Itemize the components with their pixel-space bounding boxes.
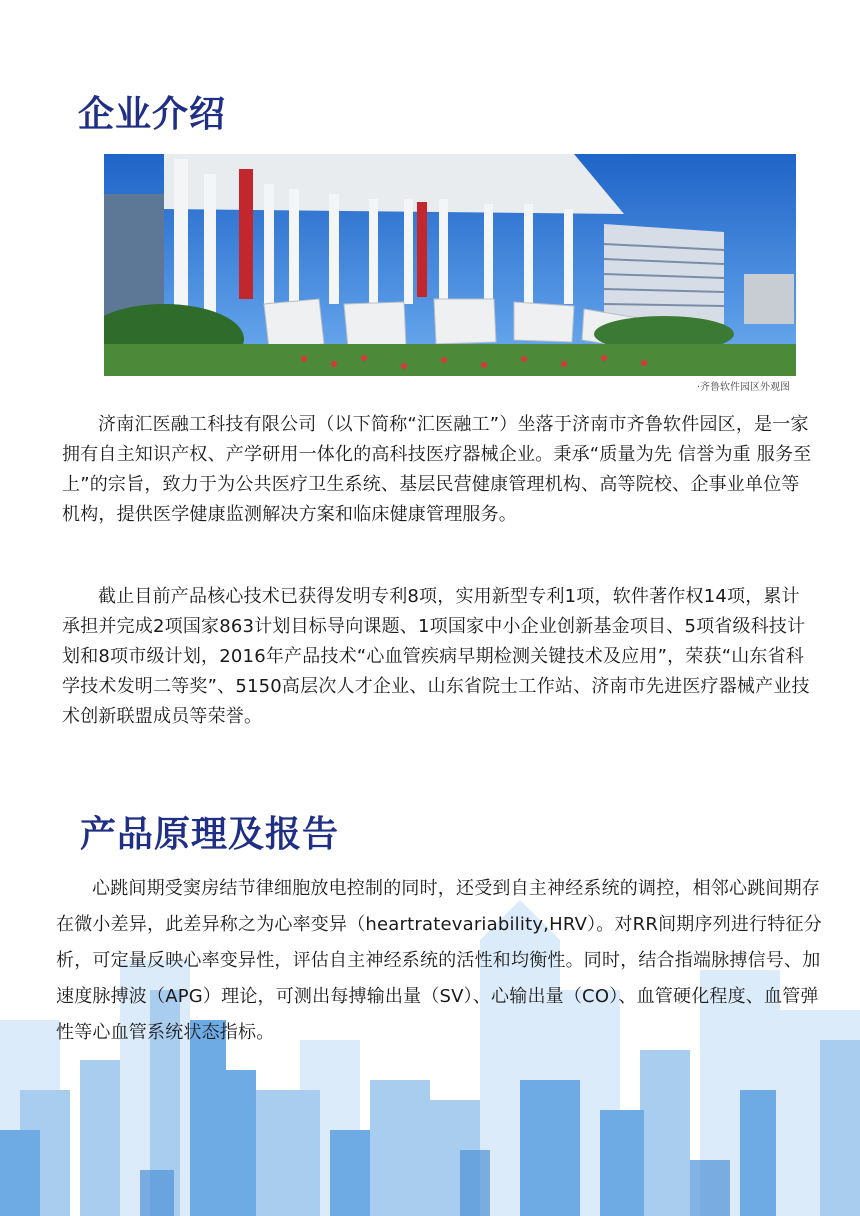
campus-photo (104, 154, 796, 376)
section-heading-product-principle: 产品原理及报告 (80, 814, 340, 855)
intro-paragraph: 济南汇医融工科技有限公司（以下简称“汇医融工”）坐落于济南市齐鲁软件园区，是一家拥有自主知识产权、产学研用一体化的高科技医疗器械企业。秉承“质量为先 信誉为重 服务至上”的宗旨，致力于为公共医疗卫生系统、基层民营健康管理机构、高等院校、企事业单位等机构，提供医学健康监测解决方案和临床健康管理服务。 (62, 414, 812, 525)
photo-caption: ·齐鲁软件园区外观图 (696, 382, 790, 393)
section-heading-company: 企业介绍 (78, 94, 227, 135)
achievements-paragraph: 截止目前产品核心技术已获得发明专利8项，实用新型专利1项，软件著作权14项，累计承担并完成2项国家863计划目标导向课题、1项国家中小企业创新基金项目、5项省级科技计划和8项市级计划，2016年产品技术“心血管疾病早期检测关键技术及应用”，荣获“山东省科学技术发明二等奖”、5150高层次人才企业、山东省院士工作站、济南市先进医疗器械产业技术创新联盟成员等荣誉。 (62, 586, 810, 727)
principle-paragraph: 心跳间期受窦房结节律细胞放电控制的同时，还受到自主神经系统的调控，相邻心跳间期存在微小差异，此差异称之为心率变异（heartratevariability,HRV）。对RR间期序列进行特征分析，可定量反映心率变异性，评估自主神经系统的活性和均衡性。同时，结合指端脉搏信号、加速度脉搏波（APG）理论，可测出每搏输出量（SV）、心输出量（CO）、血管硬化程度、血管弹性等心血管系统状态指标。 (56, 878, 822, 1043)
